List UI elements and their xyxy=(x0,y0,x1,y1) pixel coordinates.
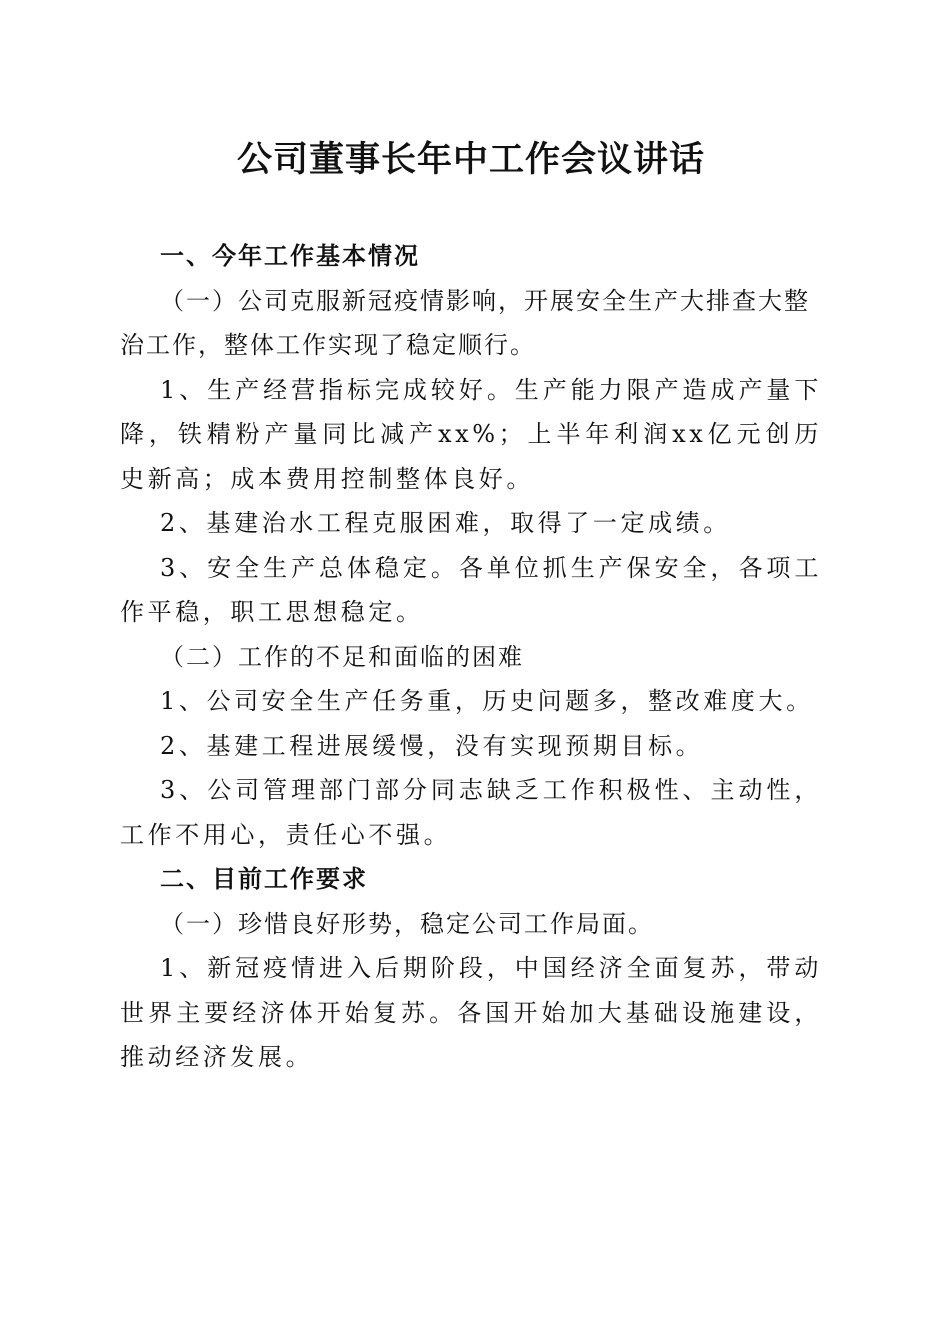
body-paragraph: 1、生产经营指标完成较好。生产能力限产造成产量下降，铁精粉产量同比减产xx%；上半年利润xx亿元创历史新高；成本费用控制整体良好。 xyxy=(120,375,822,493)
body-paragraph: 3、公司管理部门部分同志缺乏工作积极性、主动性，工作不用心，责任心不强。 xyxy=(120,776,822,849)
subsection-heading-1-2: （二）工作的不足和面临的困难 xyxy=(160,642,524,671)
document-page xyxy=(120,130,822,1080)
section-heading-1: 一、今年工作基本情况 xyxy=(160,242,420,270)
body-paragraph: 2、基建工程进展缓慢，没有实现预期目标。 xyxy=(160,731,704,760)
document-title: 公司董事长年中工作会议讲话 xyxy=(236,140,705,180)
body-paragraph: 3、安全生产总体稳定。各单位抓生产保安全，各项工作平稳，职工思想稳定。 xyxy=(120,553,822,626)
subsection-heading-2-1: （一）珍惜良好形势，稳定公司工作局面。 xyxy=(160,909,654,938)
section-heading-2: 二、目前工作要求 xyxy=(160,865,368,893)
subsection-heading-1-1: （一）公司克服新冠疫情影响，开展安全生产大排查大整治工作，整体工作实现了稳定顺行。 xyxy=(120,286,810,359)
body-paragraph: 1、公司安全生产任务重，历史问题多，整改难度大。 xyxy=(160,687,814,715)
body-paragraph: 1、新冠疫情进入后期阶段，中国经济全面复苏，带动世界主要经济体开始复苏。各国开始加大基础设施建设，推动经济发展。 xyxy=(120,954,822,1071)
body-paragraph: 2、基建治水工程克服困难，取得了一定成绩。 xyxy=(160,509,731,537)
